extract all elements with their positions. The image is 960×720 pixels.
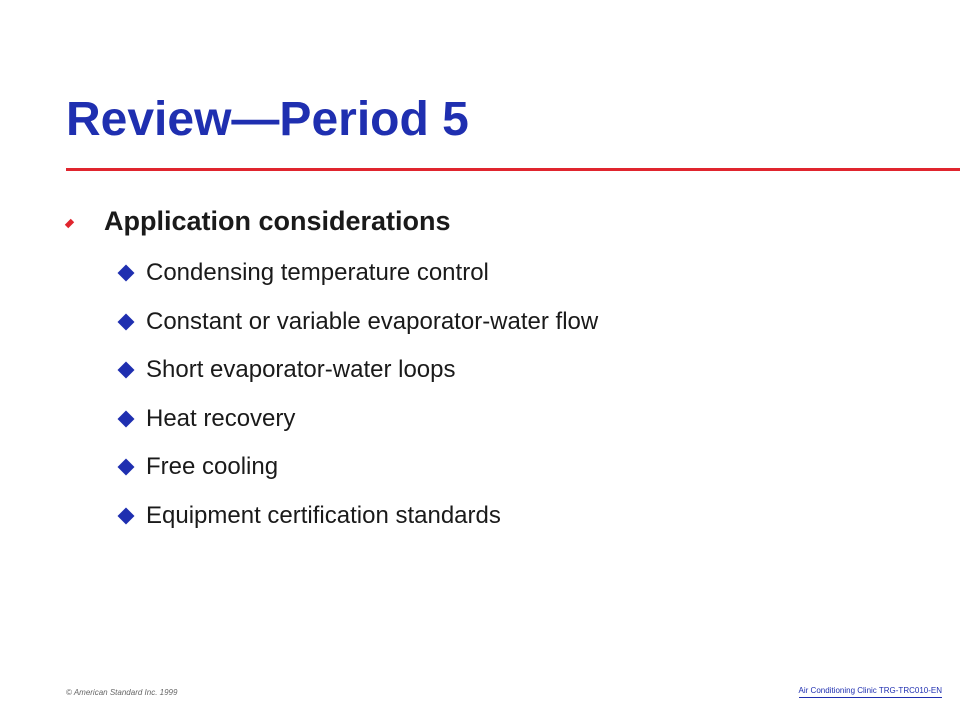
blue-diamond-bullet-icon bbox=[118, 410, 135, 427]
footer-course-id: Air Conditioning Clinic TRG-TRC010-EN bbox=[799, 686, 942, 698]
sub-bullet-text: Heat recovery bbox=[146, 404, 296, 432]
sub-bullet-item bbox=[118, 304, 598, 353]
red-diamond-bullet-icon bbox=[65, 219, 74, 228]
blue-diamond-bullet-icon bbox=[118, 313, 135, 330]
sub-bullet-item bbox=[118, 255, 598, 304]
sub-bullet-text: Constant or variable evaporator-water flow bbox=[146, 307, 599, 335]
main-bullet-item bbox=[66, 206, 746, 240]
sub-bullet-item bbox=[118, 498, 598, 547]
sub-bullet-item bbox=[118, 449, 598, 498]
blue-diamond-bullet-icon bbox=[118, 362, 135, 379]
sub-bullet-item bbox=[118, 401, 598, 450]
blue-diamond-bullet-icon bbox=[118, 459, 135, 476]
sub-bullet-list bbox=[118, 255, 598, 546]
blue-diamond-bullet-icon bbox=[118, 265, 135, 282]
sub-bullet-text: Short evaporator-water loops bbox=[146, 356, 456, 383]
main-bullet-text: Application considerations bbox=[104, 206, 451, 236]
sub-bullet-item bbox=[118, 352, 598, 401]
title-underline-rule bbox=[66, 168, 960, 171]
sub-bullet-text: Condensing temperature control bbox=[146, 259, 489, 286]
sub-bullet-text: Equipment certification standards bbox=[146, 501, 501, 529]
sub-bullet-text: Free cooling bbox=[146, 453, 279, 480]
blue-diamond-bullet-icon bbox=[118, 507, 135, 524]
slide-title: Review—Period 5 bbox=[66, 93, 469, 146]
footer-copyright: © American Standard Inc. 1999 bbox=[66, 688, 178, 697]
